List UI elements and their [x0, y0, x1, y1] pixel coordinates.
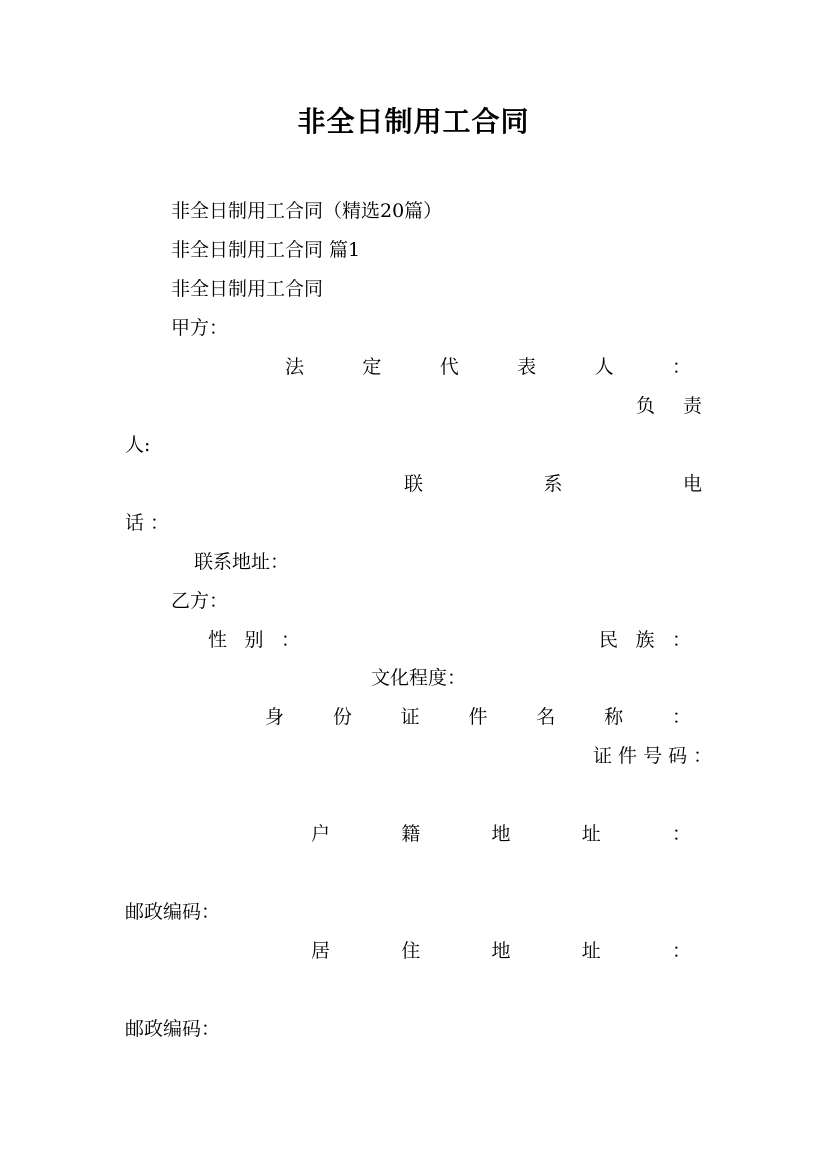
residence-address-field [311, 939, 691, 963]
ethnicity-char: ： [671, 629, 691, 651]
contact-phone-field [404, 472, 702, 496]
phone-char: 联 [404, 473, 424, 495]
ethnicity-char: 族 [635, 629, 655, 651]
education-level: 文化程度： [371, 667, 467, 689]
household-char: ： [671, 823, 691, 845]
document-title: 非全日制用工合同 [297, 105, 530, 138]
id-name-char: ： [671, 706, 691, 728]
gender-char: 性 [208, 629, 228, 651]
residence-char: ： [671, 940, 691, 962]
party-a-label: 甲方： [171, 317, 229, 339]
intro-line-1: 非全日制用工合同（精选20篇） [171, 200, 443, 222]
legal-rep-char: ： [671, 356, 691, 378]
contact-address: 联系地址： [194, 551, 290, 573]
legal-rep-char: 定 [362, 356, 382, 378]
household-char: 地 [491, 823, 511, 845]
postcode-1: 邮政编码： [125, 901, 221, 923]
household-address-field [311, 822, 691, 846]
residence-char: 地 [491, 940, 511, 962]
residence-char: 址 [581, 940, 601, 962]
household-char: 籍 [401, 823, 421, 845]
id-name-char: 份 [332, 706, 352, 728]
legal-rep-char: 表 [517, 356, 537, 378]
gender-char: 别 [244, 629, 264, 651]
household-char: 址 [581, 823, 601, 845]
responsible-char: 责 [682, 395, 702, 417]
id-name-char: 称 [604, 706, 624, 728]
residence-char: 居 [311, 940, 331, 962]
postcode-2: 邮政编码： [125, 1018, 221, 1040]
id-name-char: 件 [468, 706, 488, 728]
legal-rep-char: 人 [594, 356, 614, 378]
intro-line-3: 非全日制用工合同 [171, 278, 324, 300]
responsible-person-tail: 人: [125, 434, 151, 456]
id-name-char: 证 [400, 706, 420, 728]
id-name-char: 名 [536, 706, 556, 728]
intro-line-2: 非全日制用工合同 篇1 [171, 239, 361, 261]
id-number: 证 件 号 码 ： [593, 745, 713, 767]
contact-phone-tail: 话 ： [125, 512, 170, 534]
gender-field [208, 628, 300, 652]
household-char: 户 [311, 823, 331, 845]
legal-rep-char: 法 [285, 356, 305, 378]
responsible-char: 负 [636, 395, 656, 417]
legal-representative-field [285, 355, 691, 379]
phone-char: 系 [543, 473, 563, 495]
gender-char: ： [280, 629, 300, 651]
legal-rep-char: 代 [439, 356, 459, 378]
id-name-char: 身 [265, 706, 285, 728]
responsible-person-field [636, 394, 702, 418]
residence-char: 住 [401, 940, 421, 962]
id-document-name-field [265, 705, 691, 729]
party-b-label: 乙方： [171, 590, 229, 612]
phone-char: 电 [682, 473, 702, 495]
ethnicity-field [599, 628, 691, 652]
ethnicity-char: 民 [599, 629, 619, 651]
